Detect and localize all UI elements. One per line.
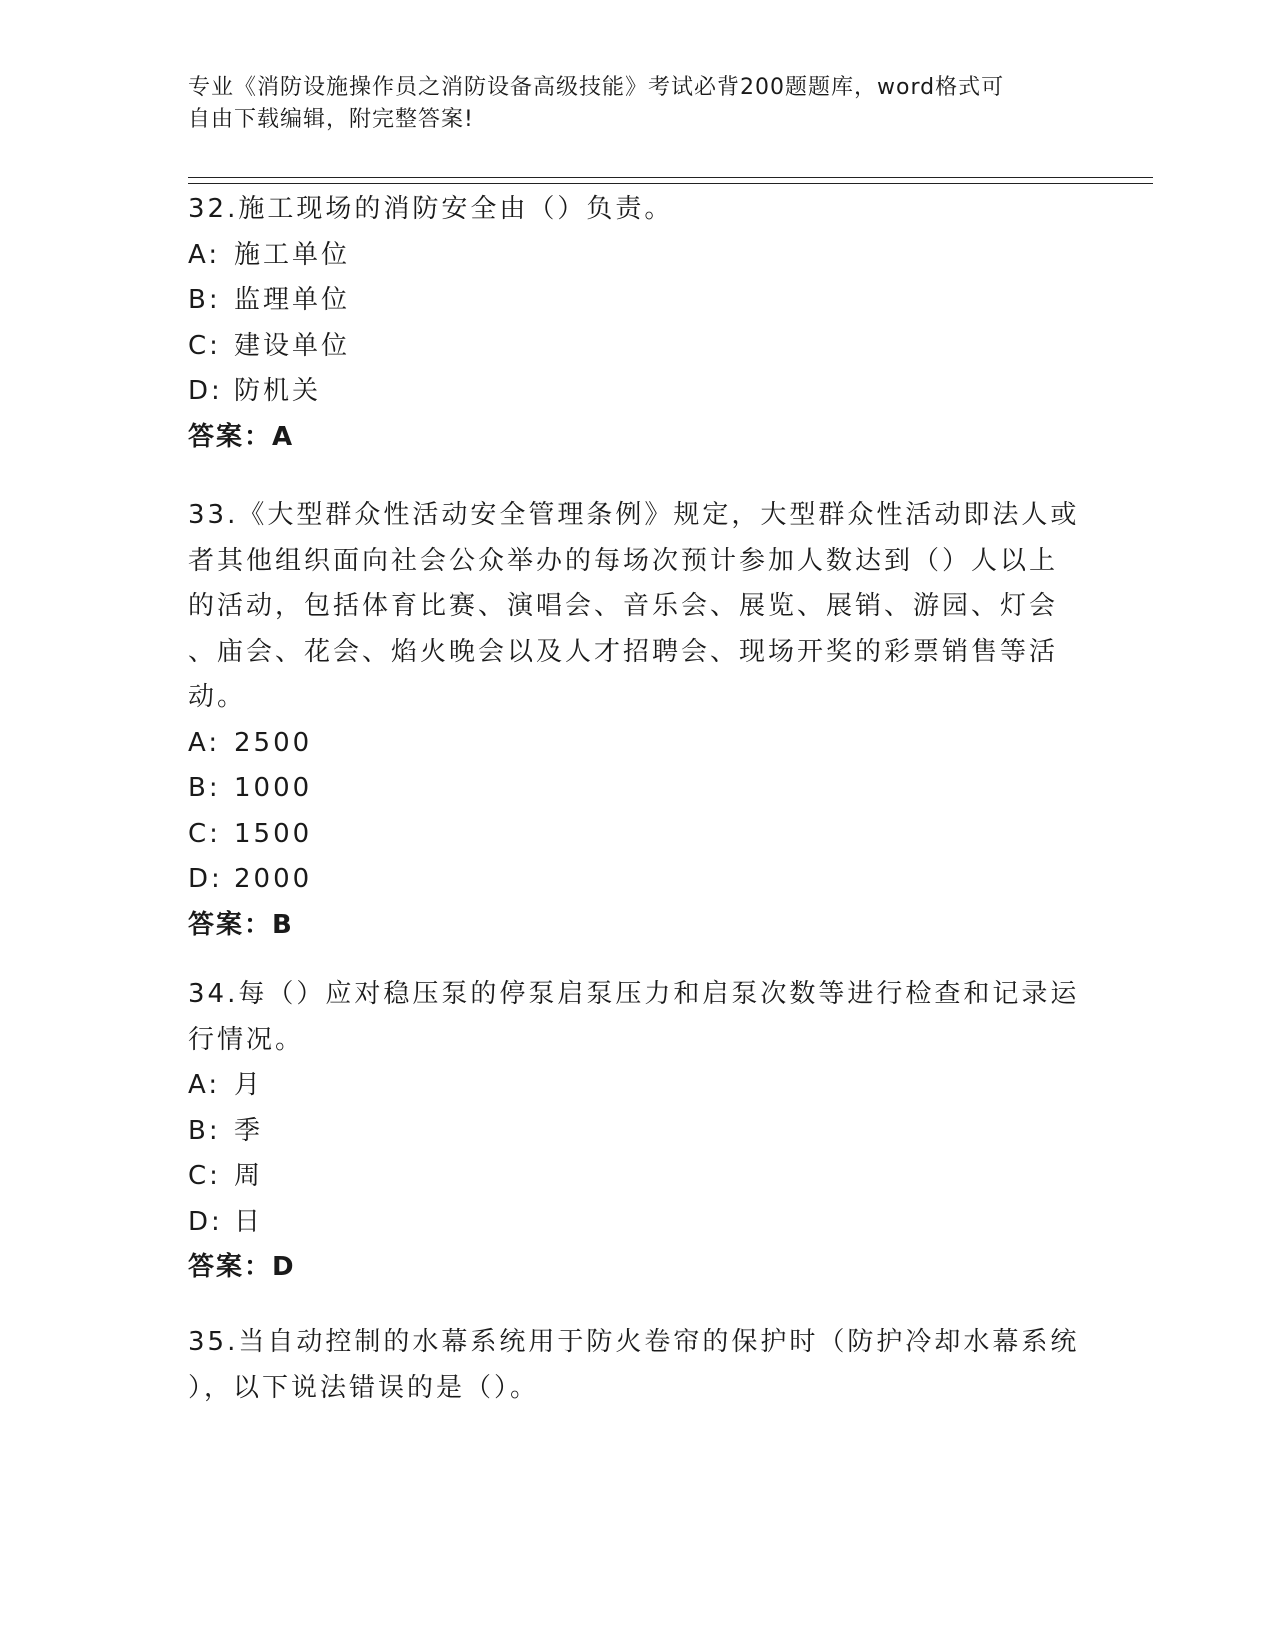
question-line: 33.《大型群众性活动安全管理条例》规定，大型群众性活动即法人或 xyxy=(188,500,1080,530)
question-line: 行情况。 xyxy=(188,1024,305,1055)
header-divider-bottom xyxy=(188,183,1153,184)
option-b: B: 季 xyxy=(188,1115,264,1146)
question-text xyxy=(188,1320,1088,1411)
header-line-1: 专业《消防设施操作员之消防设备高级技能》考试必背200题题库，word格式可 xyxy=(188,75,1005,100)
option-d: D: 2000 xyxy=(188,864,313,894)
question-33 xyxy=(188,493,1088,948)
answer: 答案：B xyxy=(188,909,294,940)
question-line: 动。 xyxy=(188,682,247,712)
option-d: D: 防机关 xyxy=(188,376,322,406)
option-c: C: 1500 xyxy=(188,818,313,849)
question-text xyxy=(188,187,1088,233)
option-d: D: 日 xyxy=(188,1206,264,1237)
document-header xyxy=(188,72,1088,136)
question-text xyxy=(188,493,1088,721)
answer: 答案：D xyxy=(188,1252,296,1282)
header-divider-top xyxy=(188,177,1153,178)
question-line: 32.施工现场的消防安全由（）负责。 xyxy=(188,194,674,224)
question-line: 35.当自动控制的水幕系统用于防火卷帘的保护时（防护冷却水幕系统 xyxy=(188,1327,1080,1357)
option-c: C: 周 xyxy=(188,1161,264,1191)
header-line-2: 自由下载编辑，附完整答案! xyxy=(188,107,474,132)
option-b: B: 1000 xyxy=(188,773,313,803)
option-a: A: 月 xyxy=(188,1070,264,1100)
question-line: 者其他组织面向社会公众举办的每场次预计参加人数达到（）人以上 xyxy=(188,545,1059,576)
option-b: B: 监理单位 xyxy=(188,285,351,315)
option-a: A: 2500 xyxy=(188,727,313,758)
question-line: 的活动，包括体育比赛、演唱会、音乐会、展览、展销、游园、灯会 xyxy=(188,591,1059,621)
question-text xyxy=(188,972,1088,1063)
question-32 xyxy=(188,187,1088,460)
option-c: C: 建设单位 xyxy=(188,330,351,361)
question-line: 、庙会、花会、焰火晚会以及人才招聘会、现场开奖的彩票销售等活 xyxy=(188,636,1059,667)
option-a: A: 施工单位 xyxy=(188,239,351,270)
question-34 xyxy=(188,972,1088,1291)
question-line: 34.每（）应对稳压泵的停泵启泵压力和启泵次数等进行检查和记录运 xyxy=(188,979,1080,1009)
question-line: ），以下说法错误的是（）。 xyxy=(188,1372,540,1403)
question-35 xyxy=(188,1320,1088,1411)
answer: 答案：A xyxy=(188,421,295,452)
